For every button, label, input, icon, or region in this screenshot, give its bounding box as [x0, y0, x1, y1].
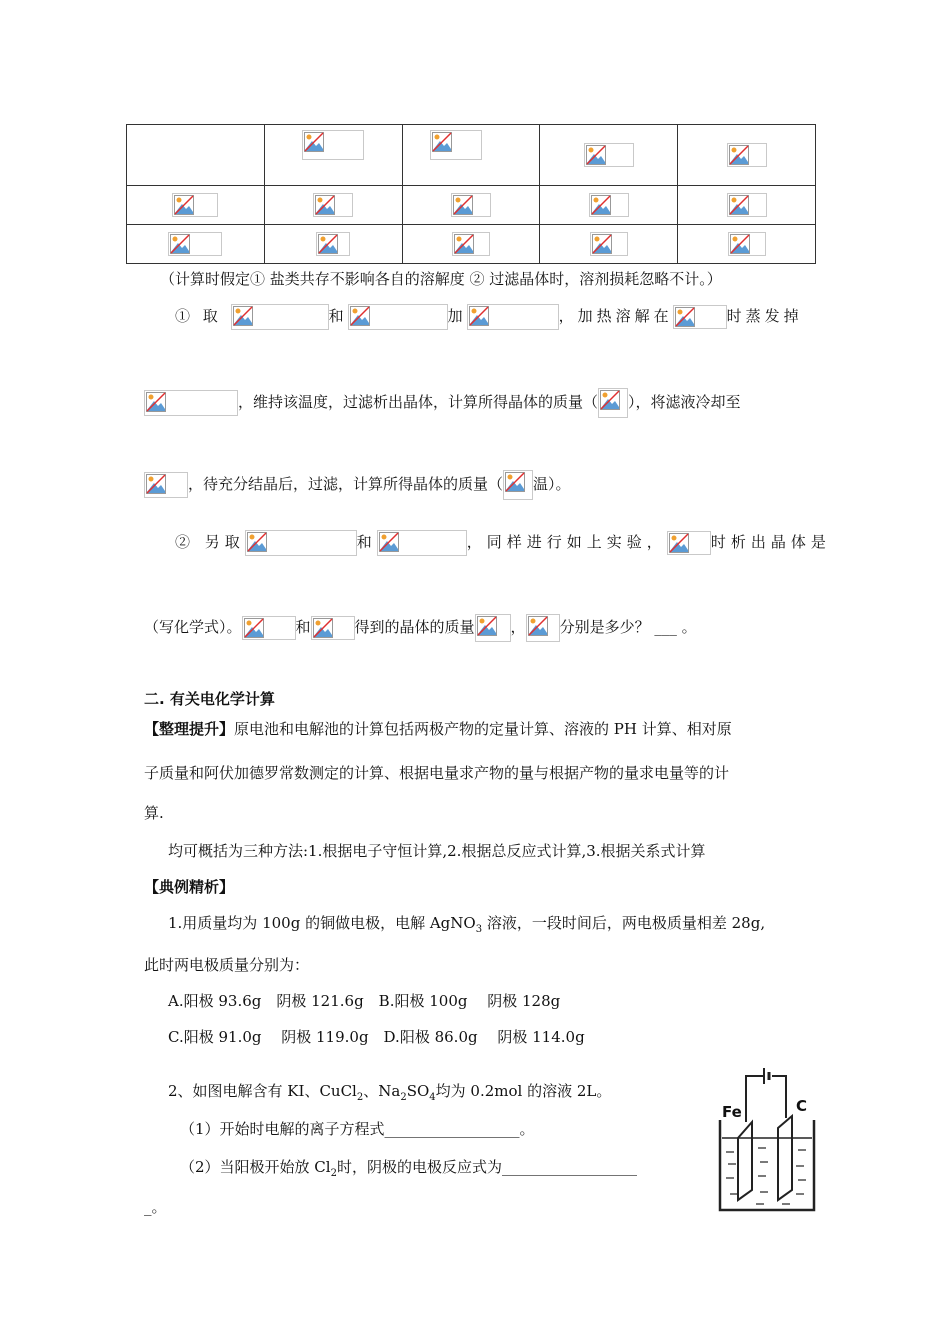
- table-cell: [402, 225, 540, 264]
- text: ，加热溶解在: [558, 307, 673, 325]
- text: （写化学式）。: [144, 618, 242, 636]
- summary-line-3: 算.: [144, 804, 164, 822]
- broken-image-icon: [673, 305, 727, 329]
- text: 时，阴极的电极反应式为__________________: [336, 1158, 637, 1176]
- text: 2、如图电解含有 KI、CuCl: [168, 1082, 357, 1100]
- table-row: [127, 225, 816, 264]
- paragraph-1-line-1: [175, 304, 803, 330]
- text: 和: [356, 533, 377, 551]
- section-2-title: 二. 有关电化学计算: [144, 690, 275, 708]
- broken-image-icon: [144, 472, 188, 498]
- table-cell: [678, 125, 816, 186]
- broken-image-icon: [526, 614, 560, 642]
- question-2-part-2: [180, 1156, 637, 1179]
- broken-image-icon: [475, 614, 511, 642]
- question-1-line-2: 此时两电极质量分别为：: [144, 956, 310, 974]
- table-cell: [264, 186, 402, 225]
- text: 1.用质量均为 100g 的铜做电极，电解 AgNO: [168, 914, 476, 932]
- broken-image-icon: [313, 193, 353, 217]
- broken-image-icon: [302, 130, 364, 160]
- text: ，: [510, 618, 526, 636]
- text: ，维持该温度，过滤析出晶体，计算所得晶体的质量（: [238, 393, 599, 411]
- subscript: 4: [429, 1092, 436, 1103]
- table-cell: [678, 186, 816, 225]
- broken-image-icon: [316, 232, 350, 256]
- table-row: [127, 186, 816, 225]
- subscript: 2: [400, 1092, 407, 1103]
- table-cell: [264, 125, 402, 186]
- broken-image-icon: [584, 143, 634, 167]
- broken-image-icon: [172, 193, 218, 217]
- table-cell: [540, 125, 678, 186]
- subscript: 3: [475, 924, 483, 935]
- text: ② 另取: [175, 533, 245, 551]
- table-cell: [264, 225, 402, 264]
- table-cell: [127, 125, 265, 186]
- electrolysis-diagram: [716, 1064, 820, 1216]
- text: 分别是多少？: [559, 618, 650, 636]
- broken-image-icon: [452, 232, 490, 256]
- broken-image-icon: [727, 143, 767, 167]
- text: 时蒸发掉: [726, 307, 803, 325]
- table-note: （计算时假定① 盐类共存不影响各自的溶解度 ② 过滤晶体时，溶剂损耗忽略不计。）: [160, 270, 722, 288]
- text: 加: [447, 307, 467, 325]
- question-1-options-ab: A.阳极 93.6g 阴极 121.6g B.阳极 100g 阴极 128g: [168, 992, 561, 1010]
- electrolysis-cell-figure: [716, 1064, 820, 1216]
- broken-image-icon: [727, 193, 767, 217]
- text: 原电池和电解池的计算包括两极产物的定量计算、溶液的 PH 计算、相对原: [234, 720, 732, 738]
- table-row: [127, 125, 816, 186]
- text: 和: [328, 307, 348, 325]
- question-2-part-1: （1）开始时电解的离子方程式__________________。: [180, 1120, 535, 1138]
- text: 温）。: [533, 475, 571, 493]
- broken-image-icon: [589, 193, 629, 217]
- broken-image-icon: [231, 304, 329, 330]
- broken-image-icon: [168, 232, 222, 256]
- paragraph-2-line-2: [144, 614, 697, 642]
- broken-image-icon: [377, 530, 467, 556]
- text: 。: [681, 618, 697, 636]
- broken-image-icon: [451, 193, 491, 217]
- table-cell: [127, 186, 265, 225]
- broken-image-icon: [245, 530, 357, 556]
- question-1-line-1: [168, 912, 765, 935]
- broken-image-icon: [242, 616, 296, 640]
- text: ① 取: [175, 307, 222, 325]
- table-cell: [678, 225, 816, 264]
- solubility-table: [126, 124, 816, 264]
- text: SO: [406, 1082, 430, 1100]
- table-cell: [402, 186, 540, 225]
- summary-line-2: 子质量和阿伏加德罗常数测定的计算、根据电量求产物的量与根据产物的量求电量等的计: [144, 764, 730, 782]
- broken-image-icon: [728, 232, 766, 256]
- text: ），将滤液冷却至: [628, 393, 741, 411]
- text: 均为 0.2mol 的溶液 2L。: [435, 1082, 612, 1100]
- text: 得到的晶体的质量: [354, 618, 475, 636]
- c-label: C: [796, 1097, 808, 1115]
- broken-image-icon: [598, 388, 628, 418]
- table-cell: [127, 225, 265, 264]
- table-cell: [540, 225, 678, 264]
- paragraph-2-line-1: [175, 530, 831, 556]
- question-2-stem: [168, 1080, 611, 1103]
- examples-label: 【典例精析】: [144, 878, 235, 896]
- summary-line-1: [144, 718, 732, 739]
- table-cell: [540, 186, 678, 225]
- broken-image-icon: [144, 390, 238, 416]
- broken-image-icon: [348, 304, 448, 330]
- subscript: 2: [356, 1092, 364, 1103]
- summary-label: 【整理提升】: [144, 720, 235, 738]
- broken-image-icon: [667, 531, 711, 555]
- paragraph-1-line-2: [144, 388, 741, 418]
- answer-blank[interactable]: ___: [654, 618, 677, 636]
- text: ，同样进行如上实验，: [466, 533, 667, 551]
- text: 和: [295, 618, 311, 636]
- broken-image-icon: [467, 304, 559, 330]
- text: 时析出晶体是: [710, 533, 831, 551]
- broken-image-icon: [590, 232, 628, 256]
- paragraph-1-line-3: [144, 470, 571, 500]
- fe-label: Fe: [722, 1103, 742, 1121]
- broken-image-icon: [311, 616, 355, 640]
- text: （2）当阳极开始放 Cl: [180, 1158, 331, 1176]
- question-1-options-cd: C.阳极 91.0g 阴极 119.0g D.阳极 86.0g 阴极 114.0g: [168, 1028, 585, 1046]
- broken-image-icon: [430, 130, 482, 160]
- broken-image-icon: [503, 470, 533, 500]
- text: 溶液，一段时间后，两电极质量相差 28g,: [482, 914, 766, 932]
- text: ，待充分结晶后，过滤，计算所得晶体的质量（: [188, 475, 504, 493]
- table-cell: [402, 125, 540, 186]
- subscript: 2: [330, 1168, 337, 1179]
- summary-line-4: 均可概括为三种方法:1.根据电子守恒计算,2.根据总反应式计算,3.根据关系式计算: [168, 842, 706, 860]
- text: 、Na: [363, 1082, 401, 1100]
- question-2-part-2-tail: _。: [144, 1198, 167, 1216]
